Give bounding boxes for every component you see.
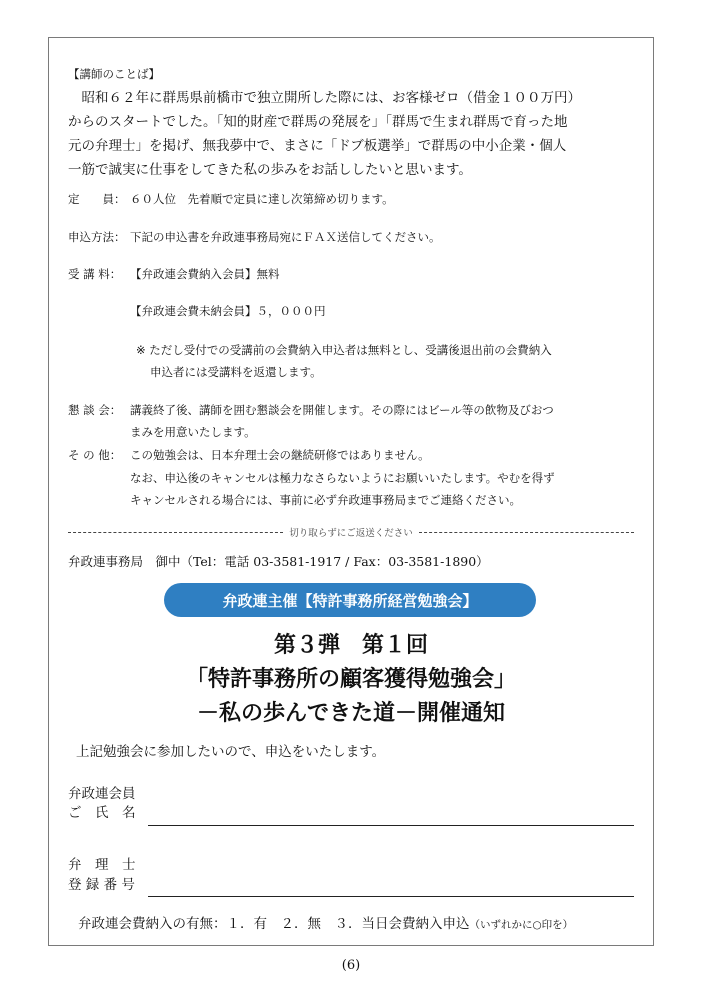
fee-note-line-1: ※ ただし受付での受講前の会費納入申込者は無料とし、受講後退出前の会費納入	[136, 343, 552, 357]
fee-note-line-2: 申込者には受講料を返還します。	[150, 365, 322, 379]
social-line-2: まみを用意いたします。	[130, 425, 256, 439]
apply-method-label: 申込方法：	[68, 230, 126, 244]
fee-status-line	[78, 912, 573, 932]
other-line-3: キャンセルされる場合には、事前に必ず弁政連事務局までご連絡ください。	[130, 493, 521, 507]
other-label: そ の 他：	[68, 448, 122, 462]
fee-member: 【弁政連会費納入会員】無料	[130, 267, 280, 281]
cut-line-text: 切り取らずにご返送ください	[289, 528, 413, 539]
member-name-label-2: ご 氏 名	[68, 805, 136, 821]
fee-status-note: （いずれかに○印を）	[469, 919, 574, 931]
fee-label: 受 講 料：	[68, 267, 122, 281]
instructor-line-2: からのスタートでした。「知的財産で群馬の発展を」「群馬で生まれ群馬で育った地	[68, 114, 568, 130]
capacity-value: ６０人位 先着順で定員に達し次第締め切ります。	[130, 192, 394, 206]
apply-sentence: 上記勉強会に参加したいので、申込をいたします。	[76, 744, 386, 760]
capacity-label: 定 員：	[68, 192, 126, 206]
cut-line	[68, 524, 634, 540]
organizer-pill: 弁政連主催【特許事務所経営勉強会】	[164, 583, 536, 617]
social-label: 懇 談 会：	[68, 403, 122, 417]
form-title-line-1: 第３弾 第１回	[273, 632, 428, 658]
patent-attorney-label-1: 弁 理 士	[68, 857, 136, 873]
member-name-field[interactable]	[148, 825, 634, 826]
form-title-line-3: －私の歩んできた道－開催通知	[196, 700, 505, 726]
registration-number-label: 登 録 番 号	[68, 877, 135, 893]
instructor-message	[68, 62, 636, 182]
instructor-heading: 【講師のことば】	[68, 67, 160, 81]
cut-line-dash-left	[68, 532, 283, 533]
apply-method-value: 下記の申込書を弁政連事務局宛にＦＡＸ送信してください。	[130, 230, 441, 244]
page-number: (6)	[341, 958, 361, 973]
social-line-1: 講義終了後、講師を囲む懇談会を開催します。その際にはビール等の飲物及びおつ	[130, 403, 554, 417]
other-line-2: なお、申込後のキャンセルは極力なさらないようにお願いいたします。やむを得ず	[130, 471, 555, 485]
fee-nonmember: 【弁政連会費未納会員】５，０００円	[130, 304, 326, 318]
instructor-line-4: 一筋で誠実に仕事をしてきた私の歩みをお話ししたいと思います。	[68, 162, 472, 178]
instructor-line-1: 昭和６２年に群馬県前橋市で独立開所した際には、お客様ゼロ（借金１００万円）	[68, 90, 581, 106]
other-line-1: この勉強会は、日本弁理士会の継続研修ではありません。	[130, 448, 430, 462]
fee-status-text: 弁政連会費納入の有無：１．有 ２．無 ３．当日会費納入申込	[78, 916, 470, 932]
registration-number-field[interactable]	[148, 896, 634, 897]
cut-line-dash-right	[419, 532, 634, 533]
instructor-line-3: 元の弁理士」を掲げ、無我夢中で、まさに「ドブ板選挙」で群馬の中小企業・個人	[68, 138, 567, 154]
fax-address: 弁政連事務局 御中（Tel：電話 03-3581-1917 / Fax：03-3581-1890）	[68, 554, 489, 569]
member-name-label-1: 弁政連会員	[68, 786, 136, 802]
form-title-line-2: 「特許事務所の顧客獲得勉強会」	[185, 666, 516, 692]
